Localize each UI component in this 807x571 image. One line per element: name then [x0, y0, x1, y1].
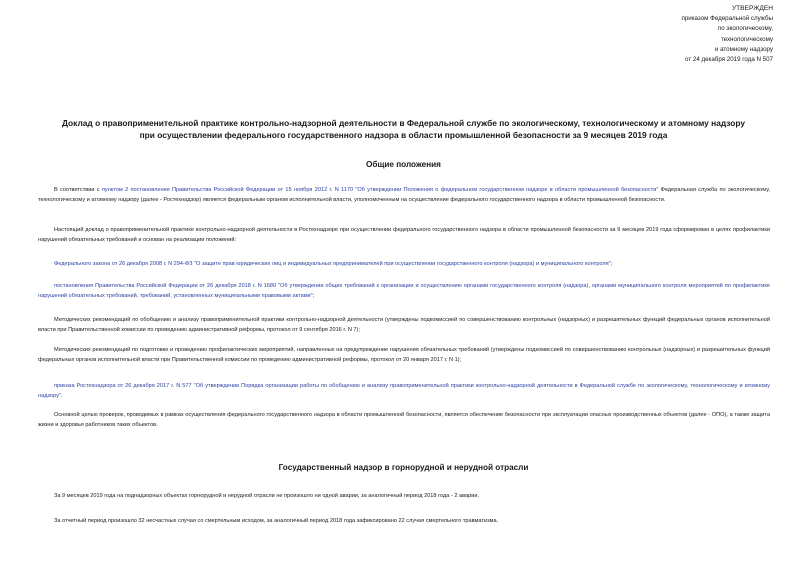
resolution-1680-link[interactable]: постановления Правительства Российской Федерации от 26 декабря 2018 г. N 1680 "Об утверждении общих требований к организации и осуществлению органами государственного контроля (надзора), органами муниципального контроля мероприятий по профилактике нарушений обязательных требований, требований, установленных муниципальными правовыми актами": [38, 283, 770, 299]
title-line-2: при осуществлении федерального государственного надзора в области промышленной безопасности за 9 месяцев 2019 года: [139, 129, 668, 140]
paragraph-9: За 9 месяцев 2019 года на поднадзорных объектах горнорудной и нерудной отрасли не произошло ни одной аварии, за аналогичный период 2018 года - 2 аварии.: [54, 493, 480, 499]
order-577-link[interactable]: приказа Ростехнадзора от 26 декабря 2017 г. N 577 "Об утверждении Порядка организации работы по обобщению и анализу правоприменительной практики контрольно-надзорной деятельности в Федеральной службе по экологическому, технологическому и атомному надзору": [38, 383, 770, 399]
paragraph-10: За отчетный период произошло 32 несчастных случая со смертельным исходом, за аналогичный период 2018 года зафиксировано 22 случая смертельного травматизма.: [54, 518, 499, 524]
title-line-1: Доклад о правоприменительной практике контрольно-надзорной деятельности в Федеральной службе по экологическому, технологическому и атомному надзору: [61, 118, 746, 128]
paragraph-8: Основной целью проверок, проводимых в рамках осуществления федерального государственного надзора в области промышленной безопасности, является обеспечение безопасности при эксплуатации опасных производственных объектов (далее - ОПО), а также защита жизни и здоровья работников таких объектов.: [38, 412, 770, 428]
paragraph-1-prefix: В соответствии с: [54, 187, 102, 193]
approval-heading: УТВЕРЖДЕН: [731, 5, 773, 12]
approval-line-2: по экологическому,: [717, 25, 773, 33]
document-title: [20, 118, 787, 141]
approval-line-4: и атомному надзору: [714, 45, 773, 53]
approval-line-3: технологическому: [720, 35, 773, 43]
approval-line-1: приказом Федеральной службы: [681, 15, 773, 23]
paragraph-5: Методических рекомендаций по обобщению и анализу правоприменительной практики контрольно-надзорной деятельности (утверждены подкомиссией по совершенствованию контрольных (надзорных) и разрешительных функций федеральных органов исполнительной власти при Правительственной комиссии по проведению административной реформы, протокол от 9 сентября 2016 г. N 7);: [38, 317, 770, 333]
paragraph-3: [38, 260, 770, 270]
section-heading-mining: Государственный надзор в горнорудной и нерудной отрасли: [278, 463, 529, 472]
approval-block: [573, 4, 773, 65]
paragraph-4-tail: ;: [312, 292, 315, 299]
paragraph-2: Настоящий доклад о правоприменительной практике контрольно-надзорной деятельности в Ростехнадзоре при осуществлении федерального государственного надзора в области промышленной безопасности за 9 месяцев 2019 года сформирован в целях профилактики нарушений обязательных требований и основан на реализации положений:: [38, 227, 770, 243]
paragraph-6: Методических рекомендаций по подготовке и проведению профилактических мероприятий, направленных на предупреждение нарушения обязательных требований (утверждены подкомиссией по совершенствованию контрольных (надзорных) и разрешительных функций федеральных органов исполнительной власти при Правительственной комиссии по проведению административной реформы, протокол от 20 января 2017 г. N 1);: [38, 347, 770, 363]
approval-line-5: от 24 декабря 2019 года N 507: [685, 56, 773, 64]
paragraph-1-rest: Федеральная служба по экологическому, технологическому и атомному надзору (далее - Ростехнадзор) является федеральным органом исполнительной власти, уполномоченным на осуществление федерального государственного надзора в области промышленной безопасности.: [38, 187, 770, 203]
resolution-1170-link[interactable]: пунктом 2 постановления Правительства Российской Федерации от 15 ноября 2012 г. N 1170 "Об утверждении Положения о федеральном государственном надзоре в области промышленной безопасности": [101, 187, 659, 193]
paragraph-7: [38, 382, 770, 402]
paragraph-7-tail: .: [60, 392, 63, 399]
paragraph-1: [38, 186, 770, 206]
law-294-fz-link[interactable]: Федерального закона от 26 декабря 2008 г. N 294-ФЗ "О защите прав юридических лиц и индивидуальных предпринимателей при осуществлении государственного контроля (надзора) и муниципального контроля": [54, 261, 611, 267]
section-heading-general: Общие положения: [366, 160, 441, 169]
paragraph-3-tail: ;: [610, 261, 613, 267]
paragraph-4: [38, 282, 770, 302]
